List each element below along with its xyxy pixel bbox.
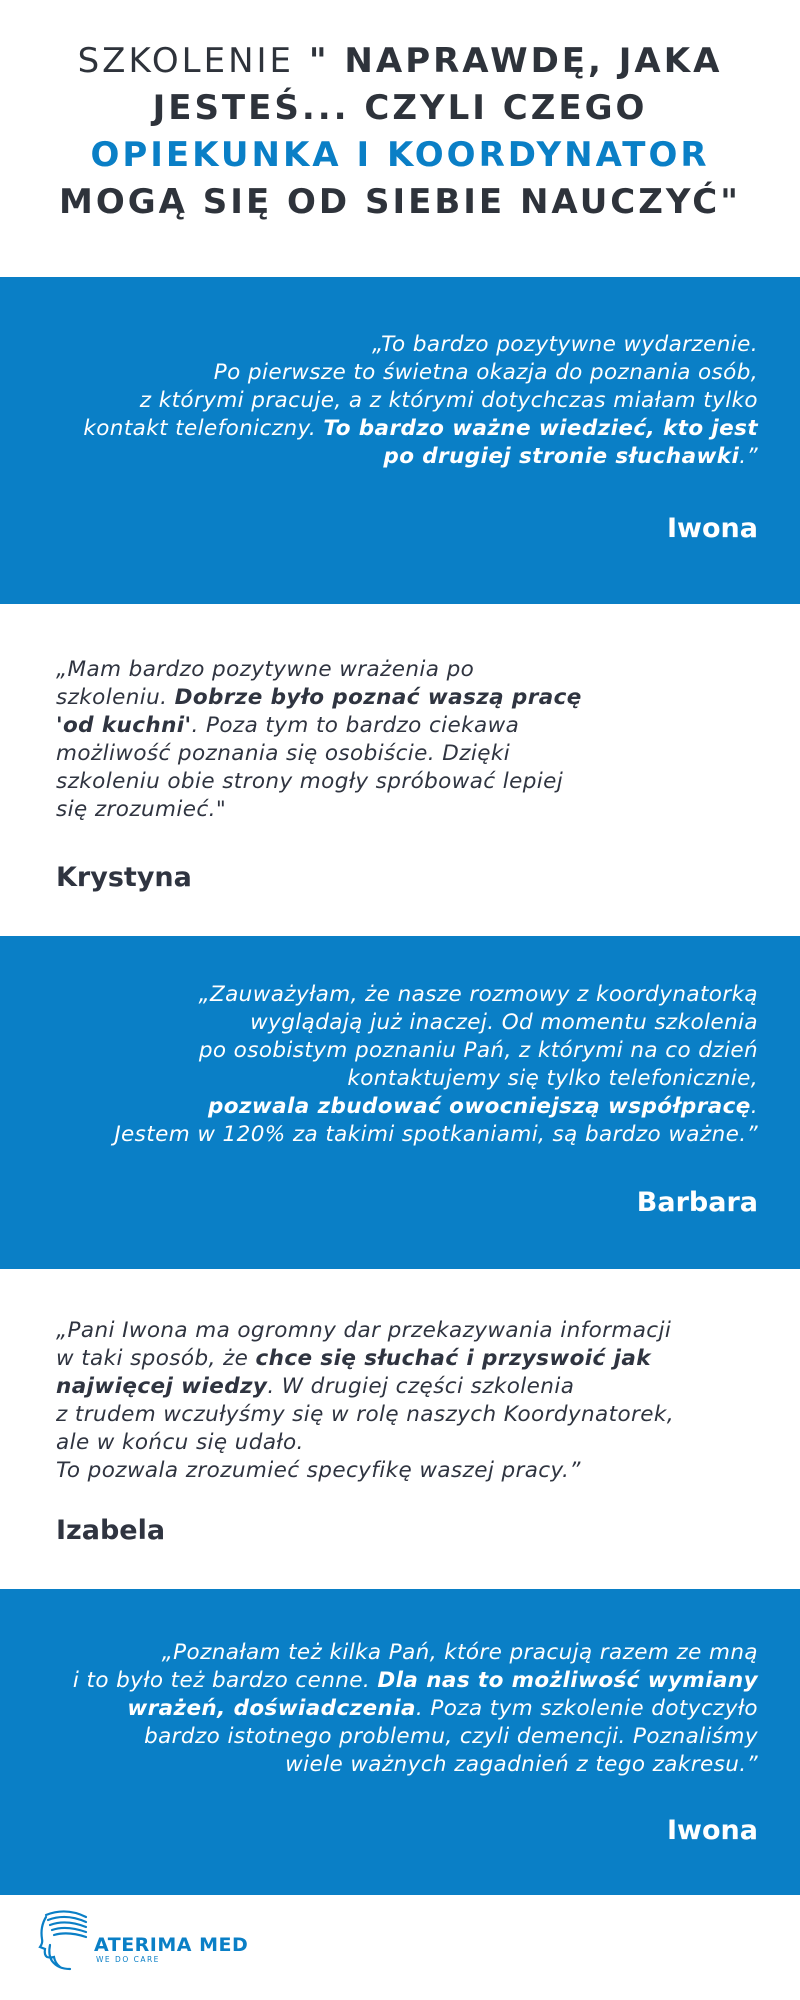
quote-emphasis: chce się słuchać i przyswoić jak najwięcej wiedzy (56, 1346, 651, 1399)
header-line-1-thin: SZKOLENIE (77, 41, 295, 81)
page-header (0, 0, 800, 277)
header-line-1-bold: " NAPRAWDĘ, JAKA (294, 41, 723, 81)
testimonial-author: Izabela (56, 1515, 166, 1546)
head-profile-logo-icon (36, 1905, 92, 1971)
quote-text: „Zauważyłam, że nasze rozmowy z koordynatorką wyglądają już inaczej. Od momentu szkolenia po osobistym poznaniu Pań, z którymi na co dzień kontaktujemy się tylko telefonicznie, (198, 982, 758, 1091)
quote-text: .” (739, 444, 758, 469)
testimonial-3 (0, 936, 800, 1269)
testimonial-quote (60, 981, 758, 1149)
testimonial-author: Iwona (667, 513, 758, 544)
quote-text: „To bardzo pozytywne wydarzenie. Po pierwsze to świetna okazja do poznania osób, z którymi pracuje, a z którymi dotychczas miałam tylko kontakt telefoniczny. (83, 332, 758, 441)
testimonial-quote (60, 1639, 758, 1779)
quote-text: „Poznałam też kilka Pań, które pracują razem ze mną i to było też bardzo cenne. (72, 1640, 758, 1693)
header-line-2: JESTEŚ... CZYLI CZEGO (152, 88, 648, 128)
testimonial-author: Iwona (667, 1815, 758, 1846)
quote-text: „Pani Iwona ma ogromny dar przekazywania informacji w taki sposób, że (56, 1318, 672, 1371)
testimonial-quote (56, 1317, 760, 1485)
brand-tagline: WE DO CARE (96, 1955, 160, 1964)
testimonial-5 (0, 1589, 800, 1895)
quote-text: „Mam bardzo pozytywne wrażenia po szkoleniu. (56, 657, 475, 710)
quote-text: . Jestem w 120% za takimi spotkaniami, są bardzo ważne.” (114, 1094, 758, 1147)
testimonial-4 (0, 1269, 800, 1589)
header-line-1 (0, 38, 800, 85)
testimonial-2 (0, 604, 800, 936)
testimonial-quote (60, 331, 758, 471)
quote-text: . Poza tym szkolenie dotyczyło bardzo istotnego problemu, czyli demencji. Poznaliśmy wiele ważnych zagadnień z tego zakresu.” (144, 1696, 758, 1777)
header-line-4: MOGĄ SIĘ OD SIEBIE NAUCZYĆ" (59, 182, 741, 222)
header-line-3: OPIEKUNKA I KOORDYNATOR (90, 135, 710, 175)
brand-name: ATERIMA MED (94, 1934, 249, 1956)
quote-emphasis: To bardzo ważne wiedzieć, kto jest po drugiej stronie słuchawki (323, 416, 758, 469)
quote-text: . Poza tym to bardzo ciekawa możliwość poznania się osobiście. Dzięki szkoleniu obie strony mogły spróbować lepiej się zrozumieć." (56, 713, 564, 822)
quote-text: . W drugiej części szkolenia z trudem wczułyśmy się w rolę naszych Koordynatorek, ale w końcu się udało. To pozwala zrozumieć specyfikę waszej pracy.” (56, 1374, 674, 1483)
brand-logo (36, 1905, 248, 1971)
testimonial-author: Barbara (636, 1187, 758, 1218)
quote-emphasis: pozwala zbudować owocniejszą współpracę (207, 1094, 751, 1119)
quote-emphasis: Dobrze było poznać waszą pracę 'od kuchni' (56, 685, 582, 738)
testimonial-author: Krystyna (56, 862, 192, 893)
quote-emphasis: Dla nas to możliwość wymiany wrażeń, doświadczenia (127, 1668, 758, 1721)
testimonial-quote (56, 656, 760, 824)
testimonial-1 (0, 277, 800, 604)
page-footer (0, 1895, 800, 2000)
